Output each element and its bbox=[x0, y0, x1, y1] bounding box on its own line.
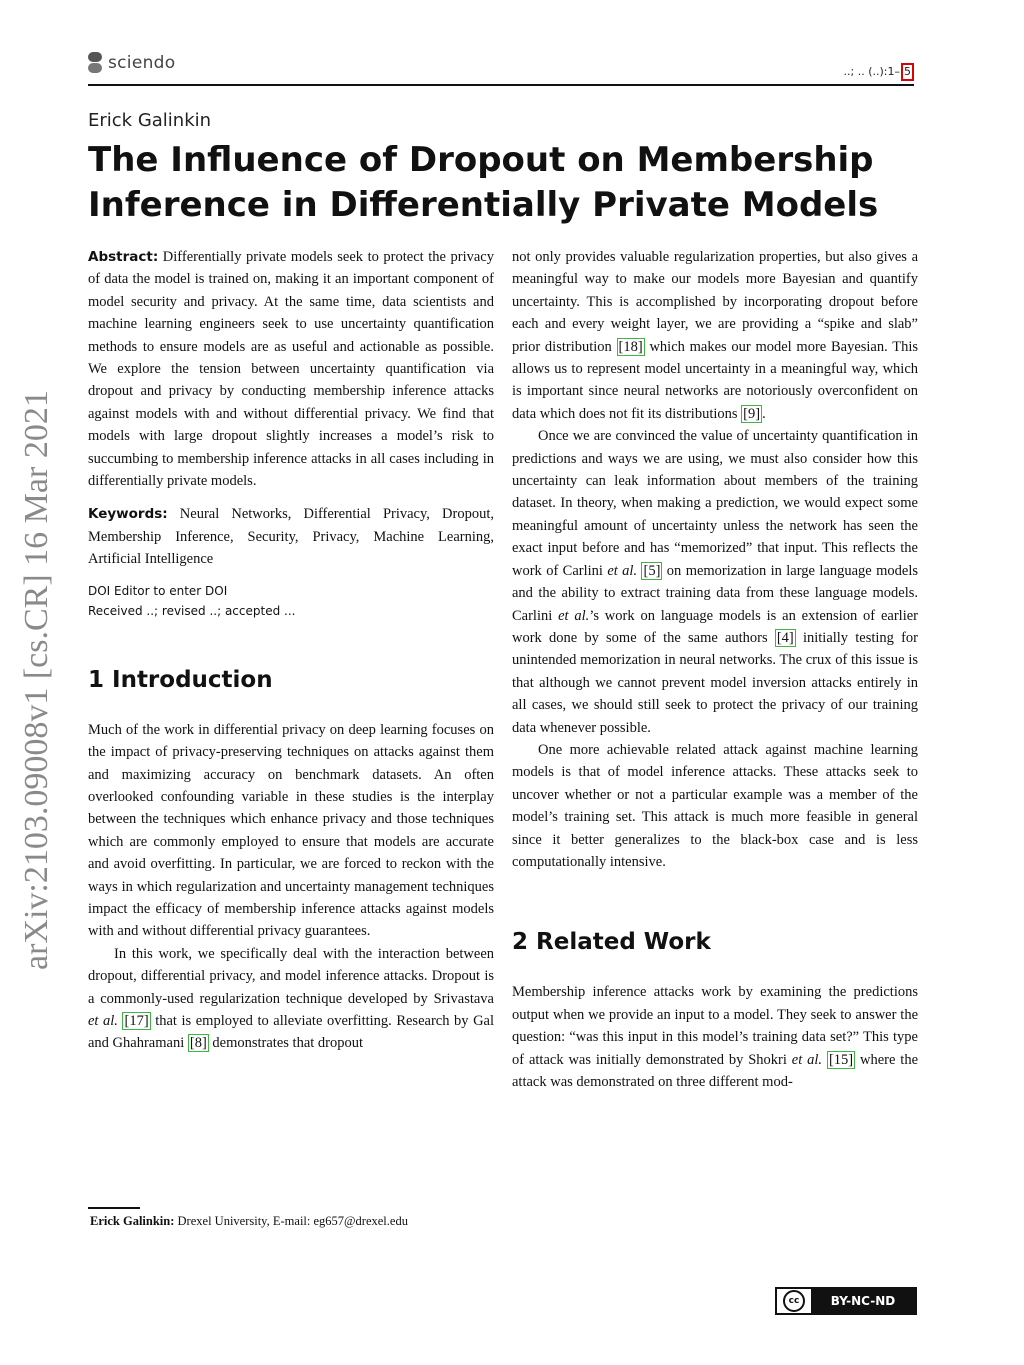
logo-text: sciendo bbox=[108, 53, 176, 73]
et-al: et al. bbox=[791, 1051, 823, 1068]
author-name: Erick Galinkin bbox=[88, 110, 212, 131]
abstract-text: Differentially private models seek to protect the privacy of data the model is trained on, making it an important component of model security and privacy. At the same time, data scientists and machine learning engineers seek to use uncertainty quantification methods to ensure models are as useful and actionable as possible. We explore the tension between uncertainty quantification via dropout and privacy by conducting membership inference attacks against models with and without differential privacy. We find that models with large dropout slightly increases a model’s risk to succumbing to membership inference attacks in all cases including in differentially private models. bbox=[88, 249, 494, 490]
paragraph bbox=[512, 246, 918, 425]
text-run: which makes our model more Bayesian. This allows us to represent model uncertainty in a meaningful way, which is important since neural networks are notoriously overconfident on data which does not fit its distributions bbox=[512, 338, 918, 422]
citation-link[interactable]: [18] bbox=[618, 338, 643, 355]
page-ref-text: ..; .. (..):1– bbox=[843, 65, 900, 78]
text-run: In this work, we specifically deal with the interaction between dropout, differential privacy, and model inference attacks. Dropout is a commonly-used regularization technique developed by Srivastava bbox=[88, 945, 494, 1007]
text-run: demonstrates that dropout bbox=[208, 1035, 364, 1052]
citation-link[interactable]: [15] bbox=[828, 1051, 854, 1068]
paper-title: The Influence of Dropout on Membership Inference in Differentially Private Models bbox=[88, 140, 879, 225]
citation-link[interactable]: [8] bbox=[189, 1035, 207, 1052]
text-run: Membership inference attacks work by examining the predictions output when we provide an input to a model. They seek to answer the question: “was this input in this model’s training data set?” This type of attack was initially demonstrated by Shokri bbox=[512, 984, 918, 1068]
cc-license-badge[interactable] bbox=[775, 1287, 917, 1315]
citation-link[interactable]: [5] bbox=[643, 562, 661, 579]
text-run: on memorization in large language models and the ability to extract training data from these language models. Carlini bbox=[512, 562, 918, 624]
section-heading-introduction: 1 Introduction bbox=[88, 666, 273, 693]
text-run: initially testing for unintended memorization in neural networks. The crux of this issue is that although we cannot prevent model inversion attacks entirely in all cases, we should still seek to protect the privacy of our training data whenever possible. bbox=[512, 629, 918, 736]
page-number-link[interactable]: 5 bbox=[901, 63, 914, 81]
sciendo-logo-icon bbox=[88, 52, 102, 74]
text-run: Once we are convinced the value of uncertainty quantification in predictions and ways we are using, we must also consider how this uncertainty can leak information about members of the training dataset. In theory, when making a prediction, we would expect some meaningful amount of uncertainty unless the network has seen the exact input before and has “memorized” that input. This reflects the work of Carlini bbox=[512, 428, 918, 579]
text-run: where the attack was demonstrated on three different mod- bbox=[512, 1051, 919, 1090]
section-heading-related-work: 2 Related Work bbox=[512, 929, 711, 956]
header-rule bbox=[88, 84, 914, 86]
et-al: et al. bbox=[558, 607, 590, 624]
paragraph bbox=[512, 981, 918, 1093]
paragraph: Much of the work in differential privacy on deep learning focuses on the impact of privacy-preserving techniques on attacks against them and maximizing accuracy on benchmark datasets. An often overlooked confounding variable in these studies is the interplay between the techniques which enhance privacy and those techniques which are commonly employed to ensure that models are accurate and avoid overfitting. In particular, we are forced to reckon with the ways in which regularization and uncertainty management techniques impact the efficacy of membership inference attacks against models with and without differential privacy guarantees. bbox=[88, 721, 494, 940]
sciendo-logo bbox=[88, 52, 175, 74]
page-reference bbox=[844, 63, 914, 81]
et-al: et al. bbox=[607, 562, 638, 579]
right-column bbox=[512, 246, 918, 1093]
text-run: that is employed to alleviate overfitting. Research by Gal and Ghahramani bbox=[88, 1012, 494, 1052]
paragraph: One more achievable related attack against machine learning models is that of model inference attacks. These attacks seek to uncover whether or not a particular example was a member of the model’s training set. This attack is much more feasible in general since it better generalizes to the black-box case and is less computationally intensive. bbox=[512, 741, 918, 870]
abstract-label: Abstract: bbox=[88, 249, 159, 265]
cc-icon bbox=[777, 1289, 811, 1313]
paragraph bbox=[512, 425, 918, 739]
cc-icon-text: cc bbox=[783, 1290, 805, 1312]
received-line: Received ..; revised ..; accepted ... bbox=[88, 603, 296, 618]
keywords bbox=[88, 503, 494, 570]
arxiv-identifier: arXiv:2103.09008v1 [cs.CR] 16 Mar 2021 bbox=[18, 390, 55, 970]
license-text: BY-NC-ND bbox=[811, 1289, 915, 1313]
abstract bbox=[88, 246, 494, 492]
citation-link[interactable]: [9] bbox=[743, 405, 761, 422]
paragraph bbox=[88, 943, 494, 1055]
author-footnote bbox=[90, 1214, 408, 1229]
doi-line: DOI Editor to enter DOI bbox=[88, 583, 228, 598]
footnote-rule bbox=[88, 1207, 140, 1209]
text-run: . bbox=[762, 405, 766, 422]
citation-link[interactable]: [17] bbox=[124, 1012, 149, 1029]
left-column bbox=[88, 246, 494, 1055]
citation-link[interactable]: [4] bbox=[776, 629, 794, 646]
footnote-affiliation: Drexel University, E-mail: eg657@drexel.edu bbox=[174, 1214, 408, 1228]
keywords-label: Keywords: bbox=[88, 506, 168, 523]
text-run: ’s work on language models is an extension of earlier work done by some of the same authors bbox=[512, 607, 918, 646]
footnote-name: Erick Galinkin: bbox=[90, 1214, 175, 1228]
text-run: not only provides valuable regularization properties, but also gives a meaningful way to make our models more Bayesian and quantify uncertainty. This is accomplished by incorporating dropout before each and every weight layer, we are providing a “spike and slab” prior distribution bbox=[512, 249, 918, 355]
et-al: et al. bbox=[88, 1012, 118, 1029]
keywords-text: Neural Networks, Differential Privacy, Dropout, Membership Inference, Security, Privacy, Machine Learning, Artificial Intelligence bbox=[88, 506, 494, 568]
